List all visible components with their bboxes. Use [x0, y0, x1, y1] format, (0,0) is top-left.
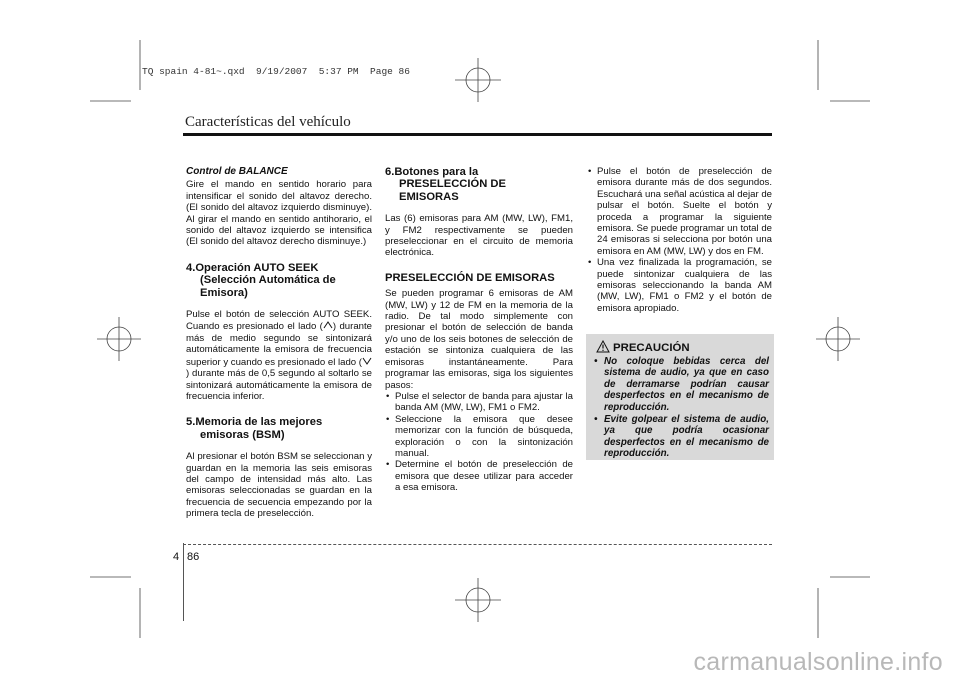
autoseek-text-a: Pulse el botón de selección AUTO SEEK. Cuando es presionado el lado (	[186, 309, 372, 333]
caution-title: PRECAUCIÓN	[613, 342, 690, 354]
preselection-steps-continued	[587, 166, 772, 314]
caution-item: • Evite golpear el sistema de audio, ya que podría ocasionar desperfectos en el mecanismo de reproducción.	[593, 414, 769, 460]
balance-text: Gire el mando en sentido horario para intensificar el sonido del altavoz derecho. (El sonido del altavoz izquierdo disminuye). Al girar el mando en sentido antihorario, el sonido del altavoz izquierdo se intensifica (El sonido del altavoz derecho disminuye.)	[186, 179, 372, 248]
column-1	[186, 166, 372, 520]
preset-buttons-heading	[385, 166, 573, 203]
memory-heading	[186, 416, 372, 441]
section-title: Características del vehículo	[185, 114, 351, 130]
autoseek-text-b: ) durante más de medio segundo se sintonizará automáticamente la emisora de frecuencia superior y cuando es presionado el lado (	[186, 321, 372, 368]
list-item: • Seleccione la emisora que desee memorizar con la función de búsqueda, exploración o con la sintonización manual.	[385, 414, 573, 460]
autoseek-text-c: ) durante más de 0,5 segundo al soltarlo se sintonizará automáticamente la emisora de frecuencia inferior.	[186, 368, 372, 402]
autoseek-text	[186, 309, 372, 402]
preselection-text: Se pueden programar 6 emisoras de AM (MW, LW) y 12 de FM en la memoria de la radio. De tal modo simplemente con presionar el botón de selección de banda y/o uno de los seis botones de selección de estación se sintoniza cualquiera de las emisoras instantáneamente. Para programar las emisoras, siga los siguientes pasos:	[385, 288, 573, 391]
list-item: • Pulse el botón de preselección de emisora durante más de dos segundos. Escuchará una señal acústica al dejar de pulsar el botón. Suelte el botón y proceda a programar la siguiente emisora. Se puede programar un total de 24 emisoras si selecciona por botón una emisora en AM (MW, LW) y dos en FM.	[587, 166, 772, 257]
balance-heading: Control de BALANCE	[186, 166, 288, 177]
preset-text: Las (6) emisoras para AM (MW, LW), FM1, y FM2 respectivamente se pueden preseleccionar en el circuito de memoria electrónica.	[385, 213, 573, 259]
list-item: • Pulse el selector de banda para ajustar la banda AM (MW, LW), FM1 o FM2.	[385, 391, 573, 414]
print-slug: TQ spain 4-81~.qxd 9/19/2007 5:37 PM Page 86	[142, 66, 410, 77]
seek-down-icon	[362, 356, 372, 366]
header-rule	[183, 133, 772, 136]
autoseek-heading	[186, 262, 372, 299]
column-2	[385, 166, 573, 494]
preselection-heading: PRESELECCIÓN DE EMISORAS	[385, 271, 555, 284]
list-item: • Determine el botón de preselección de emisora que desee utilizar para acceder a esa emisora.	[385, 459, 573, 493]
preset-heading-line1: 6.Botones para la	[385, 166, 479, 178]
memory-heading-line2: emisoras (BSM)	[200, 428, 285, 441]
caution-item: • No coloque bebidas cerca del sistema de audio, ya que en caso de derramarse podrían causar desperfectos en el mecanismo de reproducción.	[593, 356, 769, 413]
caution-box	[586, 334, 774, 460]
footer-separator	[183, 543, 184, 621]
seek-up-icon	[323, 320, 333, 330]
caution-list	[593, 356, 769, 461]
column-3	[587, 166, 772, 314]
memory-heading-line1: 5.Memoria de las mejores	[186, 416, 323, 429]
chapter-number: 4	[173, 551, 180, 563]
preset-heading-line3: EMISORAS	[399, 190, 459, 203]
page-number: 86	[187, 551, 200, 563]
autoseek-heading-line3: Emisora)	[200, 286, 248, 299]
autoseek-heading-line1: 4.Operación AUTO SEEK	[186, 261, 319, 274]
warning-triangle-icon	[596, 340, 610, 353]
autoseek-heading-line2: (Selección Automática de	[200, 274, 336, 287]
preset-heading-line2: PRESELECCIÓN DE	[399, 178, 506, 191]
memory-text: Al presionar el botón BSM se seleccionan y guardan en la memoria las seis emisoras del campo de intensidad más alto. Las emisoras seleccionadas se guardan en la frecuencia de secuencia empezando por la primera tecla de preselección.	[186, 451, 372, 520]
list-item: • Una vez finalizada la programación, se puede sintonizar cualquiera de las emisoras seleccionando la banda AM (MW, LW), FM1 o FM2 y el botón de emisora apropiado.	[587, 257, 772, 314]
footer-rule	[183, 544, 772, 545]
watermark[interactable]: carmanualsonline.info	[693, 648, 943, 676]
preselection-steps	[385, 391, 573, 494]
